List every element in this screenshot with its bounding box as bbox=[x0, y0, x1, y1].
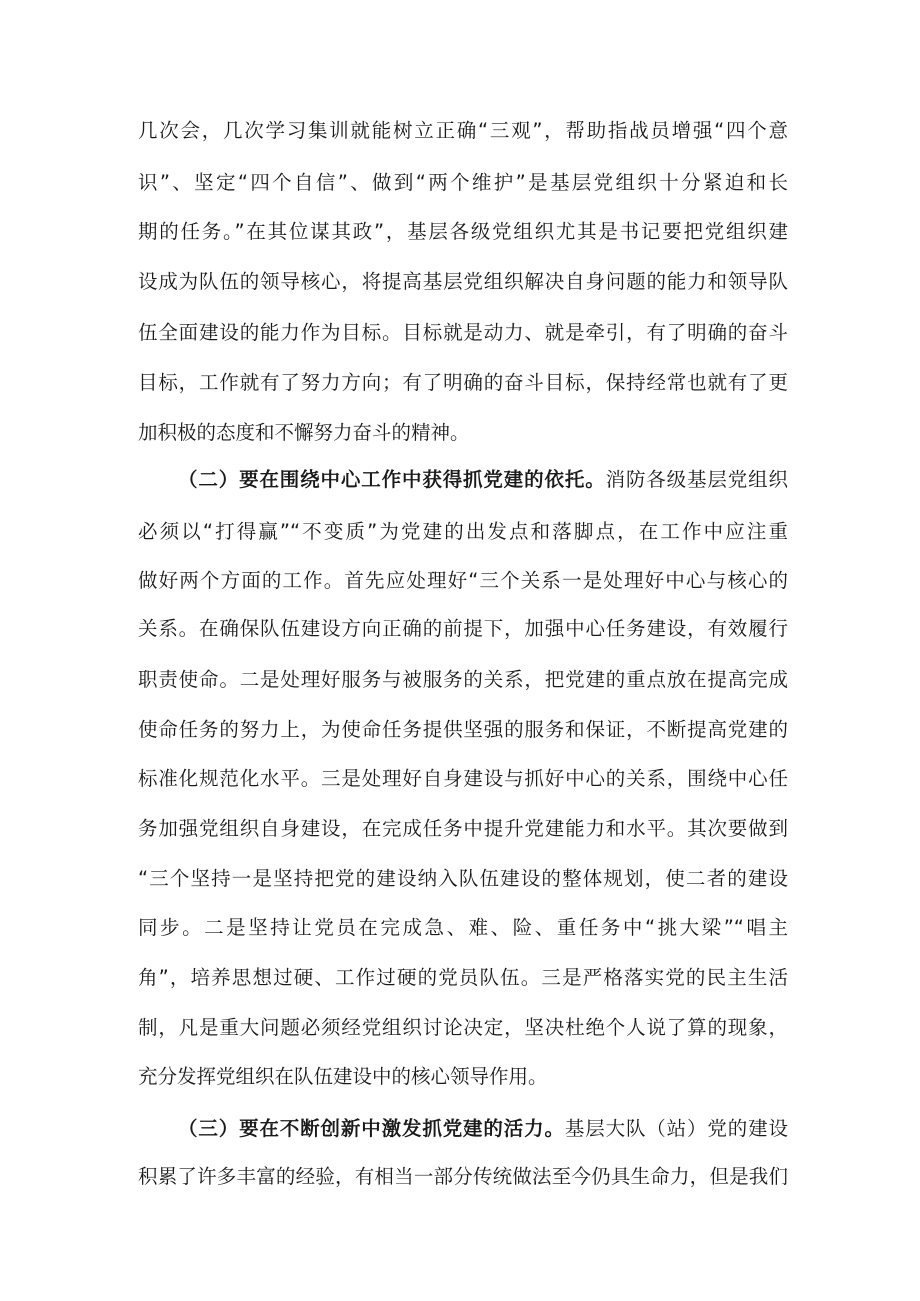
paragraph-line: “三个坚持一是坚持把党的建设纳入队伍建设的整体规划，使二者的建设 bbox=[138, 867, 788, 890]
paragraph-line: 目标，工作就有了努力方向；有了明确的奋斗目标，保持经常也就有了更 bbox=[138, 371, 788, 394]
paragraph-text: 消防各级基层党组织 bbox=[605, 468, 788, 491]
paragraph-line: 充分发挥党组织在队伍建设中的核心领导作用。 bbox=[138, 1065, 548, 1088]
paragraph-line: 制，凡是重大问题必须经党组织讨论决定，坚决杜绝个人说了算的现象， bbox=[138, 1016, 788, 1039]
paragraph-line: 积累了许多丰富的经验，有相当一部分传统做法至今仍具生命力，但是我们 bbox=[138, 1165, 788, 1188]
paragraph-line: 伍全面建设的能力作为目标。目标就是动力、就是牵引，有了明确的奋斗 bbox=[138, 321, 788, 344]
paragraph-line: 必须以“打得赢”“不变质”为党建的出发点和落脚点，在工作中应注重 bbox=[138, 520, 788, 543]
section-heading: （二）要在围绕中心工作中获得抓党建的依托。 bbox=[178, 468, 606, 491]
paragraph-line: 加积极的态度和不懈努力奋斗的精神。 bbox=[138, 421, 470, 444]
paragraph-line: 职责使命。二是处理好服务与被服务的关系，把党建的重点放在提高完成 bbox=[138, 668, 788, 691]
paragraph-line: 角”，培养思想过硬、工作过硬的党员队伍。三是严格落实党的民主生活 bbox=[138, 966, 788, 989]
paragraph-first-line bbox=[178, 1109, 788, 1149]
paragraph-line: 几次会，几次学习集训就能树立正确“三观”，帮助指战员增强“四个意 bbox=[138, 119, 788, 142]
paragraph-line: 关系。在确保队伍建设方向正确的前提下，加强中心任务建设，有效履行 bbox=[138, 617, 788, 640]
paragraph-line: 务加强党组织自身建设，在完成任务中提升党建能力和水平。其次要做到 bbox=[138, 817, 788, 840]
paragraph-first-line bbox=[178, 460, 788, 500]
section-heading: （三）要在不断创新中激发抓党建的活力。 bbox=[178, 1117, 565, 1140]
paragraph-line: 期的任务。”在其位谋其政”，基层各级党组织尤其是书记要把党组织建 bbox=[138, 220, 788, 243]
paragraph-line: 做好两个方面的工作。首先应处理好“三个关系一是处理好中心与核心的 bbox=[138, 569, 788, 592]
paragraph-text: 基层大队（站）党的建设 bbox=[564, 1117, 788, 1140]
paragraph-line: 标准化规范化水平。三是处理好自身建设与抓好中心的关系，围绕中心任 bbox=[138, 767, 788, 790]
paragraph-line: 使命任务的努力上，为使命任务提供坚强的服务和保证，不断提高党建的 bbox=[138, 718, 788, 741]
paragraph-line: 同步。二是坚持让党员在完成急、难、险、重任务中“挑大梁”“唱主 bbox=[138, 916, 788, 939]
paragraph-line: 识”、坚定“四个自信”、做到“两个维护”是基层党组织十分紧迫和长 bbox=[138, 171, 788, 194]
paragraph-line: 设成为队伍的领导核心，将提高基层党组织解决自身问题的能力和领导队 bbox=[138, 270, 788, 293]
